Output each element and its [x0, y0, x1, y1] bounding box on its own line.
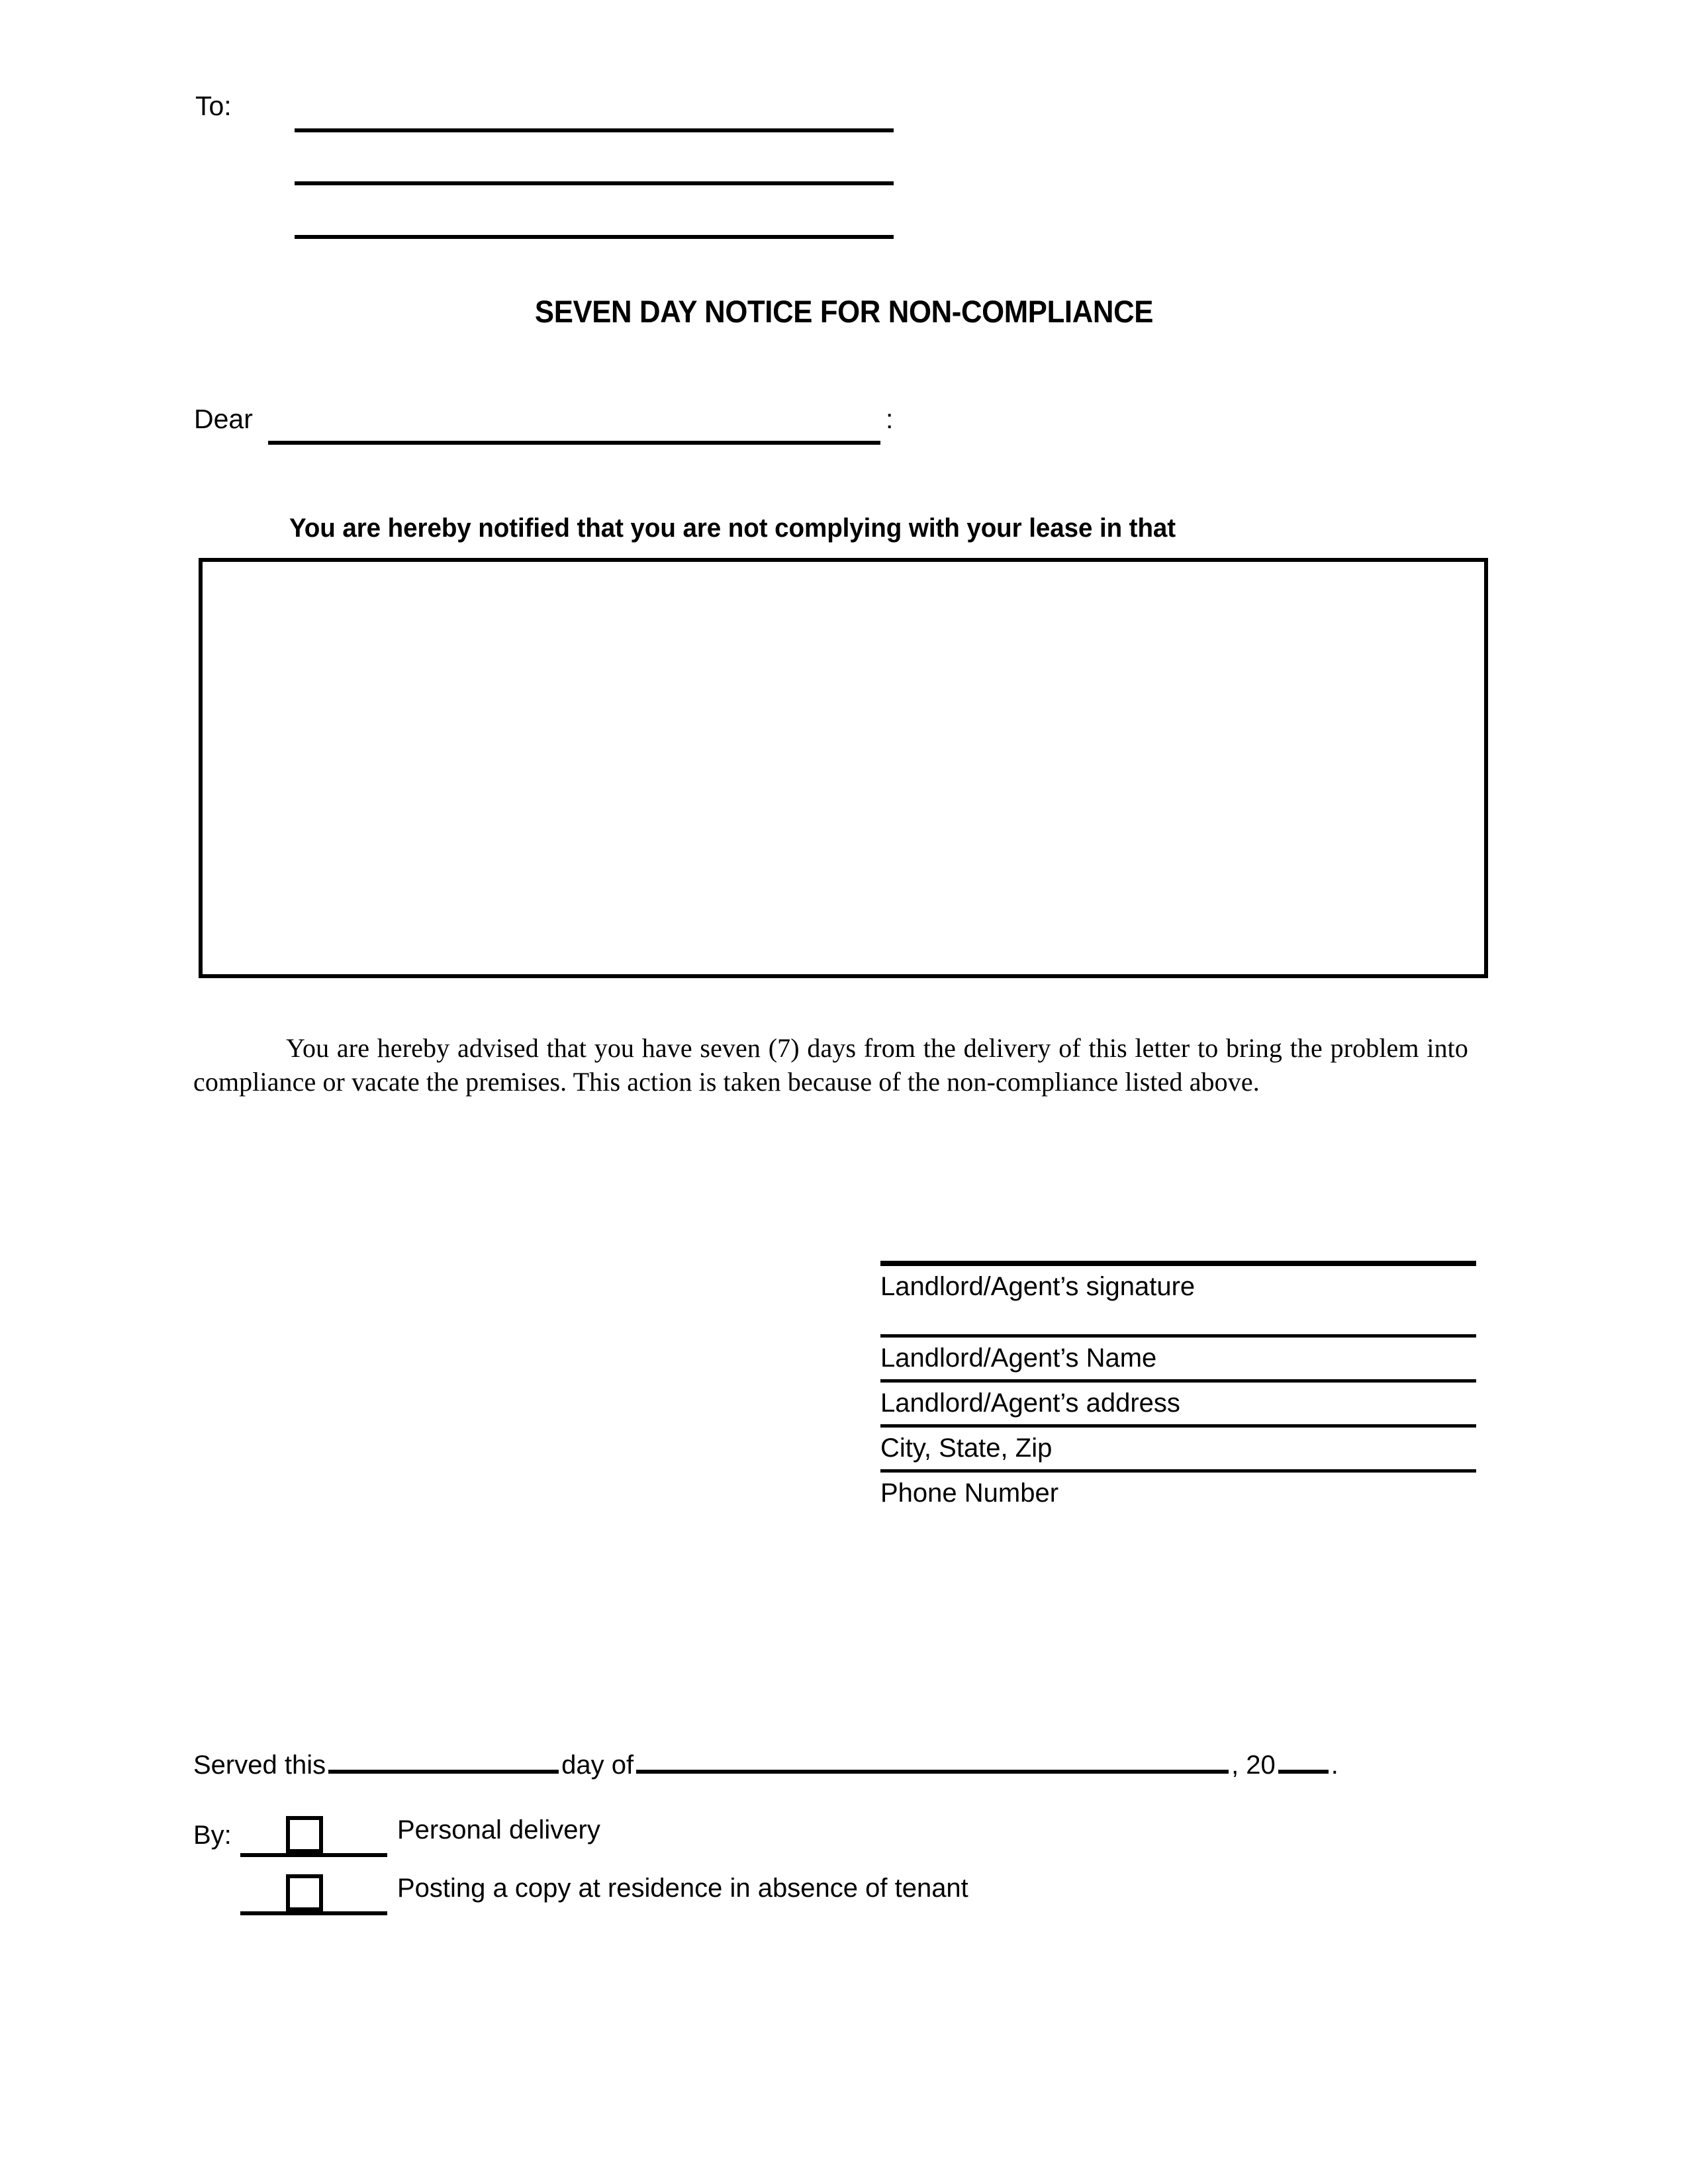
to-address-line-3[interactable] [295, 235, 894, 239]
signature-field-signature[interactable] [880, 1261, 1476, 1266]
signature-row-signature [880, 1261, 1479, 1300]
salutation-label: Dear [194, 404, 253, 434]
option-label-personal-delivery: Personal delivery [397, 1815, 600, 1844]
signature-row-address [880, 1379, 1479, 1416]
to-address-line-2[interactable] [295, 181, 894, 185]
signature-label-city-state-zip: City, State, Zip [880, 1433, 1053, 1463]
signature-row-phone [880, 1469, 1479, 1506]
by-rule-posting [240, 1911, 387, 1915]
non-compliance-description-box[interactable] [199, 558, 1488, 978]
served-day-field[interactable] [328, 1745, 559, 1774]
to-label: To: [195, 91, 232, 121]
by-label: By: [193, 1821, 232, 1850]
advisory-paragraph: You are hereby advised that you have seven (7) days from the delivery of this letter to bring the problem into compliance or vacate the premises. This action is taken because of the non-compliance listed above. [193, 1033, 1468, 1097]
checkbox-personal-delivery[interactable] [286, 1816, 323, 1853]
served-line [193, 1745, 1338, 1778]
checkbox-posting-at-residence[interactable] [286, 1874, 323, 1911]
option-label-posting-at-residence: Posting a copy at residence in absence of tenant [397, 1874, 968, 1903]
to-address-line-1[interactable] [295, 128, 894, 132]
signature-label-signature: Landlord/Agent’s signature [880, 1272, 1196, 1301]
notice-heading: You are hereby notified that you are not complying with your lease in that [289, 514, 1176, 543]
served-year-prefix-label: , 20 [1231, 1751, 1276, 1780]
signature-label-name: Landlord/Agent’s Name [880, 1343, 1157, 1373]
signature-row-name [880, 1334, 1479, 1371]
salutation-colon: : [886, 404, 894, 434]
signature-label-phone: Phone Number [880, 1479, 1059, 1508]
served-year-field[interactable] [1278, 1745, 1329, 1774]
served-suffix-label: . [1331, 1751, 1338, 1780]
signature-label-address: Landlord/Agent’s address [880, 1388, 1180, 1418]
page-title: SEVEN DAY NOTICE FOR NON-COMPLIANCE [534, 294, 1154, 329]
served-month-field[interactable] [636, 1745, 1229, 1774]
by-rule-personal-delivery [240, 1853, 387, 1857]
signature-row-city-state-zip [880, 1424, 1479, 1461]
signature-block [880, 1261, 1479, 1506]
served-middle-label: day of [561, 1751, 634, 1780]
served-prefix-label: Served this [193, 1751, 326, 1780]
salutation-name-field[interactable] [268, 441, 880, 445]
